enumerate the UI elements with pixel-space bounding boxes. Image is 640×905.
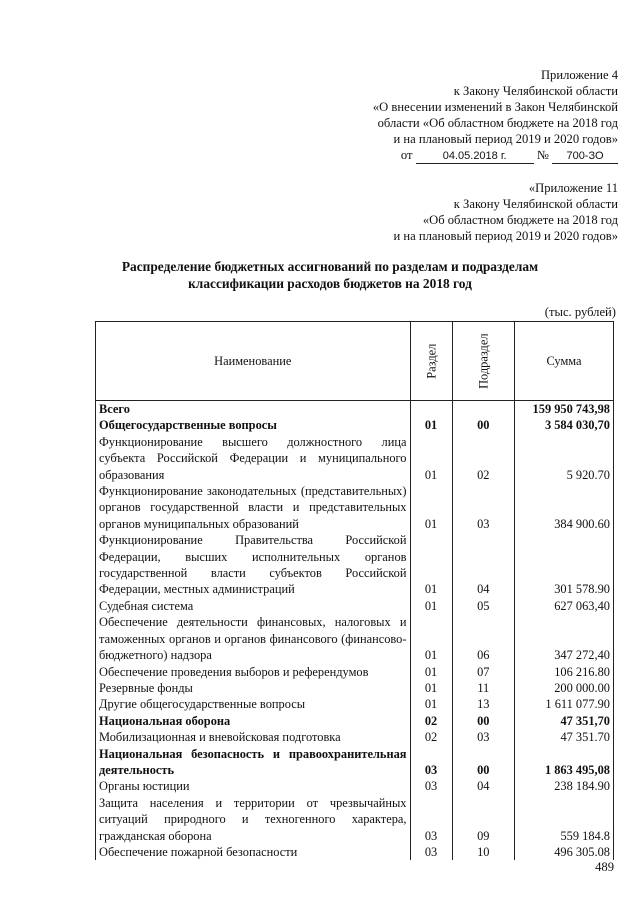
appendix-11-line4: и на плановый период 2019 и 2020 годов» <box>393 229 618 243</box>
table-row <box>96 746 614 779</box>
row-sum: 384 900.60 <box>515 483 614 532</box>
law-number: 700-ЗО <box>552 150 618 164</box>
row-subsection: 00 <box>452 746 514 779</box>
row-subsection: 06 <box>452 614 514 663</box>
appendix-4-header <box>373 67 618 164</box>
column-header-name: Наименование <box>96 322 411 401</box>
row-name: Общегосударственные вопросы <box>96 417 411 433</box>
row-section: 01 <box>410 417 452 433</box>
appendix-4-line1: Приложение 4 <box>540 68 618 82</box>
row-name: Функционирование высшего должностного лица субъекта Российской Федерации и муниципального образования <box>96 434 411 483</box>
row-name: Национальная безопасность и правоохранительная деятельность <box>96 746 411 779</box>
row-section: 01 <box>410 598 452 614</box>
law-date: 04.05.2018 г. <box>416 150 534 164</box>
row-name: Функционирование законодательных (представительных) органов государственной власти и представительных органов муниципальных образований <box>96 483 411 532</box>
row-subsection: 09 <box>452 795 514 844</box>
row-name: Всего <box>96 401 411 418</box>
date-prefix: от <box>400 148 413 162</box>
row-sum: 627 063,40 <box>515 598 614 614</box>
table-body <box>96 401 614 861</box>
row-name: Органы юстиции <box>96 778 411 794</box>
row-section: 02 <box>410 713 452 729</box>
unit-label: (тыс. рублей) <box>544 305 616 319</box>
row-name: Обеспечение пожарной безопасности <box>96 844 411 860</box>
table-row <box>96 729 614 745</box>
page-number: 489 <box>595 860 614 874</box>
row-subsection: 04 <box>452 532 514 598</box>
row-name: Функционирование Правительства Российской Федерации, высших исполнительных органов государственной власти субъектов Российской Федерации, местных администраций <box>96 532 411 598</box>
row-sum: 47 351,70 <box>515 713 614 729</box>
row-sum: 496 305.08 <box>515 844 614 860</box>
row-subsection: 02 <box>452 434 514 483</box>
table-row <box>96 713 614 729</box>
section-header-label: Раздел <box>423 343 438 379</box>
row-subsection: 10 <box>452 844 514 860</box>
row-subsection: 00 <box>452 713 514 729</box>
appendix-4-line4: области «Об областном бюджете на 2018 год <box>377 116 618 130</box>
appendix-11-line1: «Приложение 11 <box>528 181 618 195</box>
row-sum: 238 184.90 <box>515 778 614 794</box>
row-name: Национальная оборона <box>96 713 411 729</box>
row-sum: 301 578.90 <box>515 532 614 598</box>
row-section: 01 <box>410 680 452 696</box>
table-header-row <box>96 322 614 401</box>
row-subsection: 07 <box>452 664 514 680</box>
row-name: Мобилизационная и вневойсковая подготовка <box>96 729 411 745</box>
row-sum: 47 351.70 <box>515 729 614 745</box>
row-subsection: 11 <box>452 680 514 696</box>
row-section: 02 <box>410 729 452 745</box>
row-name: Обеспечение проведения выборов и референдумов <box>96 664 411 680</box>
table-row <box>96 844 614 860</box>
row-section: 01 <box>410 434 452 483</box>
row-sum: 106 216.80 <box>515 664 614 680</box>
row-name: Защита населения и территории от чрезвычайных ситуаций природного и техногенного характера, гражданская оборона <box>96 795 411 844</box>
appendix-4-line3: «О внесении изменений в Закон Челябинской <box>372 100 618 114</box>
subsection-header-label: Подраздел <box>476 333 491 389</box>
table-row <box>96 598 614 614</box>
table-row <box>96 417 614 433</box>
appendix-11-header <box>394 180 618 244</box>
row-sum: 200 000.00 <box>515 680 614 696</box>
row-name: Обеспечение деятельности финансовых, налоговых и таможенных органов и органов финансового (финансово-бюджетного) надзора <box>96 614 411 663</box>
row-sum: 5 920.70 <box>515 434 614 483</box>
column-header-subsection <box>452 322 514 401</box>
row-sum: 159 950 743,98 <box>515 401 614 418</box>
table-row <box>96 696 614 712</box>
row-section: 01 <box>410 532 452 598</box>
row-subsection: 04 <box>452 778 514 794</box>
appendix-4-line2: к Закону Челябинской области <box>453 84 618 98</box>
title-line1: Распределение бюджетных ассигнований по разделам и подразделам <box>121 259 539 274</box>
row-section <box>410 401 452 418</box>
row-subsection: 03 <box>452 729 514 745</box>
row-subsection: 03 <box>452 483 514 532</box>
row-sum: 3 584 030,70 <box>515 417 614 433</box>
table-row <box>96 532 614 598</box>
row-section: 03 <box>410 844 452 860</box>
row-sum: 1 863 495,08 <box>515 746 614 779</box>
row-subsection: 00 <box>452 417 514 433</box>
row-name: Резервные фонды <box>96 680 411 696</box>
table-row <box>96 680 614 696</box>
appendix-11-line3: «Об областном бюджете на 2018 год <box>422 213 618 227</box>
row-section: 01 <box>410 696 452 712</box>
title-line2: классификации расходов бюджетов на 2018 год <box>188 276 472 291</box>
table-row <box>96 778 614 794</box>
row-section: 03 <box>410 778 452 794</box>
row-subsection <box>452 401 514 418</box>
row-name: Другие общегосударственные вопросы <box>96 696 411 712</box>
table-row <box>96 664 614 680</box>
row-sum: 559 184.8 <box>515 795 614 844</box>
table-row <box>96 483 614 532</box>
row-section: 01 <box>410 664 452 680</box>
column-header-sum: Сумма <box>515 322 614 401</box>
column-header-section <box>410 322 452 401</box>
budget-table <box>95 321 614 860</box>
table-row <box>96 434 614 483</box>
document-title <box>80 258 580 292</box>
row-subsection: 13 <box>452 696 514 712</box>
row-sum: 1 611 077.90 <box>515 696 614 712</box>
row-section: 03 <box>410 746 452 779</box>
table-row <box>96 401 614 418</box>
row-sum: 347 272,40 <box>515 614 614 663</box>
appendix-11-line2: к Закону Челябинской области <box>453 197 618 211</box>
table-row <box>96 614 614 663</box>
appendix-4-line5: и на плановый период 2019 и 2020 годов» <box>393 132 618 146</box>
row-section: 03 <box>410 795 452 844</box>
law-date-number <box>373 147 618 164</box>
row-section: 01 <box>410 614 452 663</box>
row-name: Судебная система <box>96 598 411 614</box>
table-row <box>96 795 614 844</box>
number-prefix: № <box>536 148 549 162</box>
row-subsection: 05 <box>452 598 514 614</box>
row-section: 01 <box>410 483 452 532</box>
